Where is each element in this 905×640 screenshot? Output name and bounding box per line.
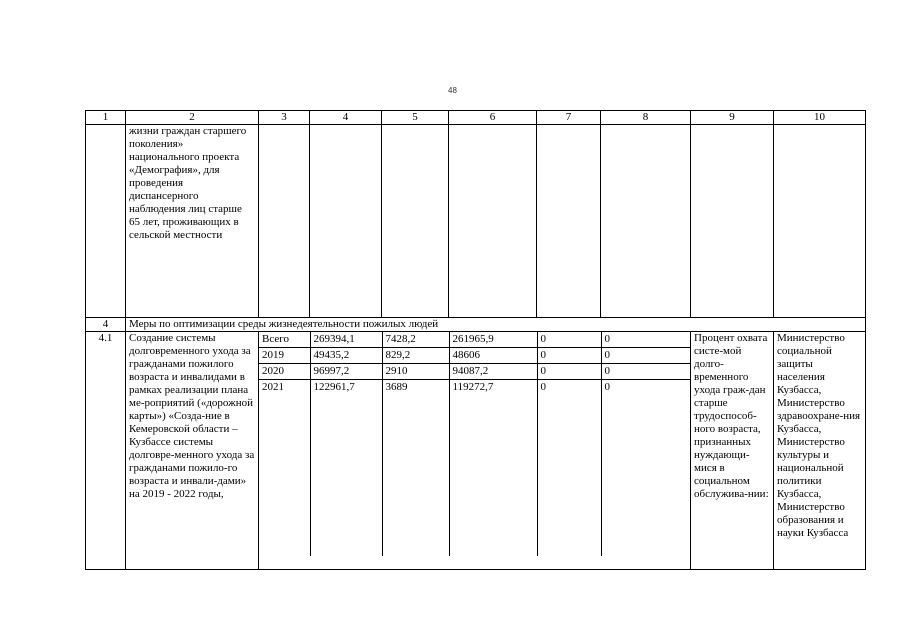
funding-value: 0	[537, 380, 601, 557]
page-number: 48	[448, 86, 457, 95]
funding-row	[259, 380, 691, 557]
header-cell: 8	[601, 111, 691, 125]
funding-value: 122961,7	[310, 380, 382, 557]
header-cell: 10	[774, 111, 866, 125]
funding-value: 119272,7	[449, 380, 537, 557]
header-cell: 7	[537, 111, 601, 125]
funding-cells	[259, 332, 691, 570]
continuation-row	[86, 125, 866, 318]
header-cell: 3	[259, 111, 310, 125]
funding-value: 96997,2	[310, 364, 382, 380]
funding-row	[259, 364, 691, 380]
empty-cell	[774, 125, 866, 318]
indicator-text: Процент охвата систе-мой долго-временного ухода граж-дан старше трудоспособ-ного возраста, признанных нуждающи-мися в социальном обслужива-нии:	[691, 332, 774, 570]
funding-row	[259, 332, 691, 348]
funding-period: 2019	[259, 348, 310, 364]
funding-value: 7428,2	[382, 332, 449, 348]
responsible-text: Министерство социальной защиты населения Кузбасса, Министерство здравоохране-ния Кузбасса, Министерство культуры и национальной политики Кузбасса, Министерство образования и науки Кузбасса	[774, 332, 866, 570]
empty-cell	[691, 125, 774, 318]
table-header-row	[86, 111, 866, 125]
header-cell: 4	[310, 111, 382, 125]
funding-value: 261965,9	[449, 332, 537, 348]
empty-cell	[382, 125, 449, 318]
header-cell: 1	[86, 111, 126, 125]
header-cell: 9	[691, 111, 774, 125]
header-cell: 5	[382, 111, 449, 125]
funding-period: 2021	[262, 381, 284, 393]
funding-value: 0	[601, 348, 691, 364]
funding-value: 0	[601, 380, 691, 557]
header-cell: 6	[449, 111, 537, 125]
funding-value: 0	[537, 364, 601, 380]
empty-cell	[259, 125, 310, 318]
funding-value: 3689	[382, 380, 449, 557]
section-title: Меры по оптимизации среды жизнедеятельности пожилых людей	[126, 318, 866, 332]
measure-row	[86, 332, 866, 570]
funding-value: 0	[601, 332, 691, 348]
empty-cell	[86, 125, 126, 318]
funding-value: 48606	[449, 348, 537, 364]
measure-name: Создание системы долговременного ухода за гражданами пожилого возраста и инвалидами в рамках реализации плана ме-роприятий («дорожной карты») «Созда-ние в Кемеровской области – Кузбассе системы долговре-менного ухода за гражданами пожило-го возраста и инвали-дами» на 2019 - 2022 годы,	[126, 332, 259, 570]
funding-period: 2020	[259, 364, 310, 380]
funding-table	[259, 332, 691, 556]
funding-value: 2910	[382, 364, 449, 380]
empty-cell	[537, 125, 601, 318]
funding-row	[259, 348, 691, 364]
funding-value: 0	[601, 364, 691, 380]
funding-period: Всего	[259, 332, 310, 348]
program-table	[85, 110, 866, 570]
continuation-text: жизни граждан старшего поколения» национального проекта «Демография», для проведения диспансерного наблюдения лиц старше 65 лет, проживающих в сельской местности	[126, 125, 259, 318]
empty-cell	[449, 125, 537, 318]
funding-value: 94087,2	[449, 364, 537, 380]
empty-cell	[601, 125, 691, 318]
funding-value: 829,2	[382, 348, 449, 364]
section-row	[86, 318, 866, 332]
funding-value: 269394,1	[310, 332, 382, 348]
empty-cell	[310, 125, 382, 318]
measure-number: 4.1	[86, 332, 126, 570]
funding-value: 0	[537, 348, 601, 364]
header-cell: 2	[126, 111, 259, 125]
funding-value: 0	[537, 332, 601, 348]
funding-value: 49435,2	[310, 348, 382, 364]
section-number: 4	[86, 318, 126, 332]
